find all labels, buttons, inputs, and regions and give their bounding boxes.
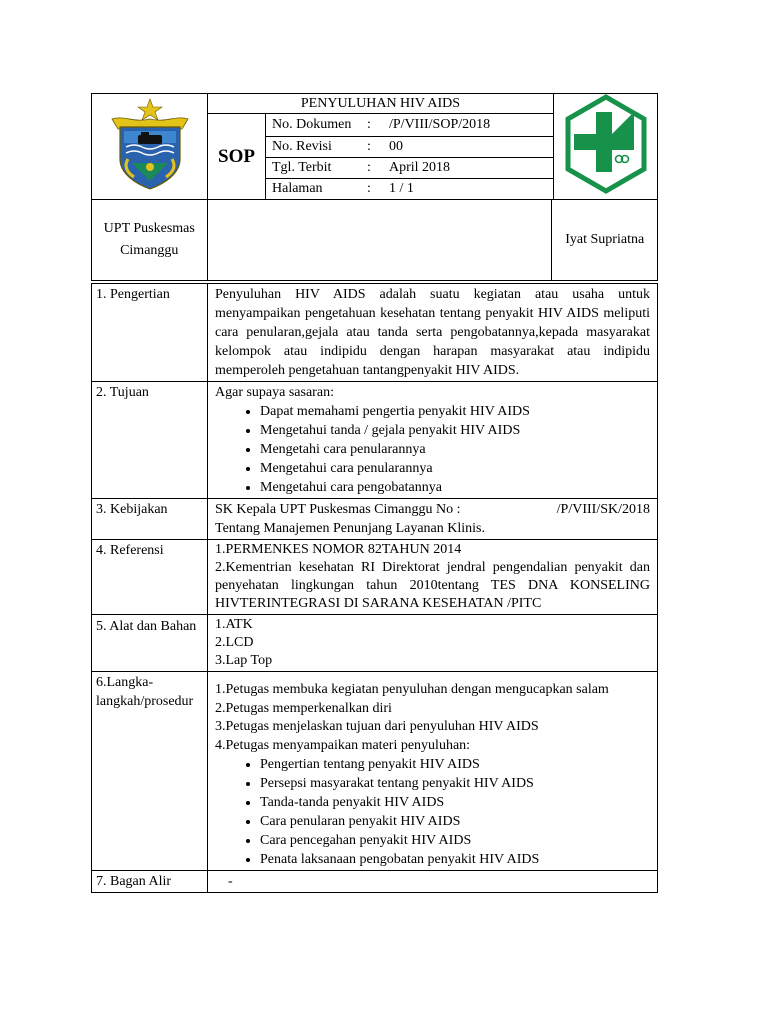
institution-name: UPT Puskesmas Cimanggu — [92, 200, 208, 281]
kebijakan-line-2: Tentang Manajemen Penunjang Layanan Klinis. — [215, 521, 485, 536]
meta-sep: : — [367, 139, 371, 154]
referensi-item: 1.PERMENKES NOMOR 82TAHUN 2014 — [215, 542, 462, 557]
kebijakan-line-1 — [215, 500, 650, 519]
meta-sep: : — [367, 160, 371, 175]
tujuan-intro: Agar supaya sasaran: — [215, 385, 334, 400]
list-item: • Tanda-tanda penyakit HIV AIDS — [260, 793, 650, 812]
kebijakan-number: /P/VIII/SK/2018 — [556, 502, 650, 517]
meta-value: 00 — [389, 139, 403, 154]
kebijakan-content — [208, 499, 658, 540]
referensi-item: 2.Kementrian kesehatan RI Direktorat jendral pengendalian penyakit dan penyehatan lingkungan tahun 2010tentang TES DNA KONSELING HIVTERINTEGRASI DI SARANA KESEHATAN /PITC — [215, 560, 650, 611]
langkah-step: 4.Petugas menyampaikan materi penyuluhan: — [215, 737, 471, 753]
section-bagan — [92, 871, 658, 893]
signatory-name: Iyat Supriatna — [552, 200, 658, 281]
materi-list — [215, 755, 650, 869]
list-item: • Persepsi masyarakat tentang penyakit HIV AIDS — [260, 774, 650, 793]
meta-value: /P/VIII/SOP/2018 — [389, 117, 491, 132]
section-label: 2. Tujuan — [92, 382, 208, 499]
sop-document — [91, 93, 658, 893]
regency-emblem-icon — [104, 97, 196, 191]
meta-value: April 2018 — [389, 160, 451, 175]
list-item: • Mengetahui tanda / gejala penyakit HIV AIDS — [260, 421, 650, 440]
sop-label: SOP — [208, 114, 266, 200]
section-label: 1. Pengertian — [92, 284, 208, 382]
info-table — [91, 199, 658, 281]
puskesmas-logo-cell — [554, 94, 658, 200]
bagan-value: - — [208, 871, 658, 893]
document-title: PENYULUHAN HIV AIDS — [208, 94, 554, 114]
meta-row-dokumen — [266, 114, 554, 137]
list-item: • Pengertian tentang penyakit HIV AIDS — [260, 755, 650, 774]
section-pengertian — [92, 284, 658, 382]
section-label: 5. Alat dan Bahan — [92, 615, 208, 672]
list-item: • Mengetahui cara pengobatannya — [260, 478, 650, 497]
alat-item: 3.Lap Top — [215, 653, 273, 668]
meta-key: Tgl. Terbit — [272, 160, 332, 175]
langkah-step: 3.Petugas menjelaskan tujuan dari penyuluhan HIV AIDS — [215, 719, 539, 734]
list-item: • Dapat memahami pengertia penyakit HIV AIDS — [260, 402, 650, 421]
list-item: • Mengetahi cara penularannya — [260, 440, 650, 459]
section-referensi — [92, 540, 658, 615]
section-tujuan — [92, 382, 658, 499]
alat-item: 2.LCD — [215, 635, 254, 650]
alat-item: 1.ATK — [215, 617, 253, 632]
section-label: 3. Kebijakan — [92, 499, 208, 540]
section-kebijakan — [92, 499, 658, 540]
list-item: • Penata laksanaan pengobatan penyakit HIV AIDS — [260, 850, 650, 869]
spacer — [215, 673, 650, 681]
langkah-content — [208, 672, 658, 871]
meta-key: No. Dokumen — [272, 117, 352, 132]
signature-area — [207, 200, 552, 281]
section-label: 4. Referensi — [92, 540, 208, 615]
meta-sep: : — [367, 117, 371, 132]
meta-key: Halaman — [272, 181, 323, 196]
list-item: • Cara pencegahan penyakit HIV AIDS — [260, 831, 650, 850]
alat-content — [208, 615, 658, 672]
meta-key: No. Revisi — [272, 139, 332, 154]
section-label: 7. Bagan Alir — [92, 871, 208, 893]
referensi-content — [208, 540, 658, 615]
list-item: • Cara penularan penyakit HIV AIDS — [260, 812, 650, 831]
meta-row-halaman — [266, 179, 554, 200]
meta-row-terbit — [266, 158, 554, 179]
kebijakan-sk: SK Kepala UPT Puskesmas Cimanggu No : — [215, 502, 461, 517]
puskesmas-logo-icon — [560, 94, 652, 194]
procedure-table — [91, 283, 658, 893]
meta-sep: : — [367, 181, 371, 196]
tujuan-content — [208, 382, 658, 499]
meta-value: 1 / 1 — [389, 181, 414, 196]
list-item: • Mengetahui cara penularannya — [260, 459, 650, 478]
header-table — [91, 93, 658, 200]
meta-row-revisi — [266, 137, 554, 158]
section-langkah — [92, 672, 658, 871]
regency-emblem-cell — [92, 94, 208, 200]
langkah-step: 2.Petugas memperkenalkan diri — [215, 700, 392, 716]
tujuan-list — [215, 402, 650, 497]
section-label: 6.Langka-langkah/prosedur — [92, 672, 208, 871]
langkah-step: 1.Petugas membuka kegiatan penyuluhan dengan mengucapkan salam — [215, 682, 609, 697]
section-alat — [92, 615, 658, 672]
pengertian-text: Penyuluhan HIV AIDS adalah suatu kegiatan atau usaha untuk menyampaikan pengetahuan kesehatan tentang penyakit HIV AIDS meliputi cara penularan,gejala atau tanda serta pengobatannya,kepada masyarakat kelompok atau indipidu dengan harapan masyarakat atau indipidu memperoleh pengetahuan tantangpenyakit HIV AIDS. — [208, 284, 658, 382]
